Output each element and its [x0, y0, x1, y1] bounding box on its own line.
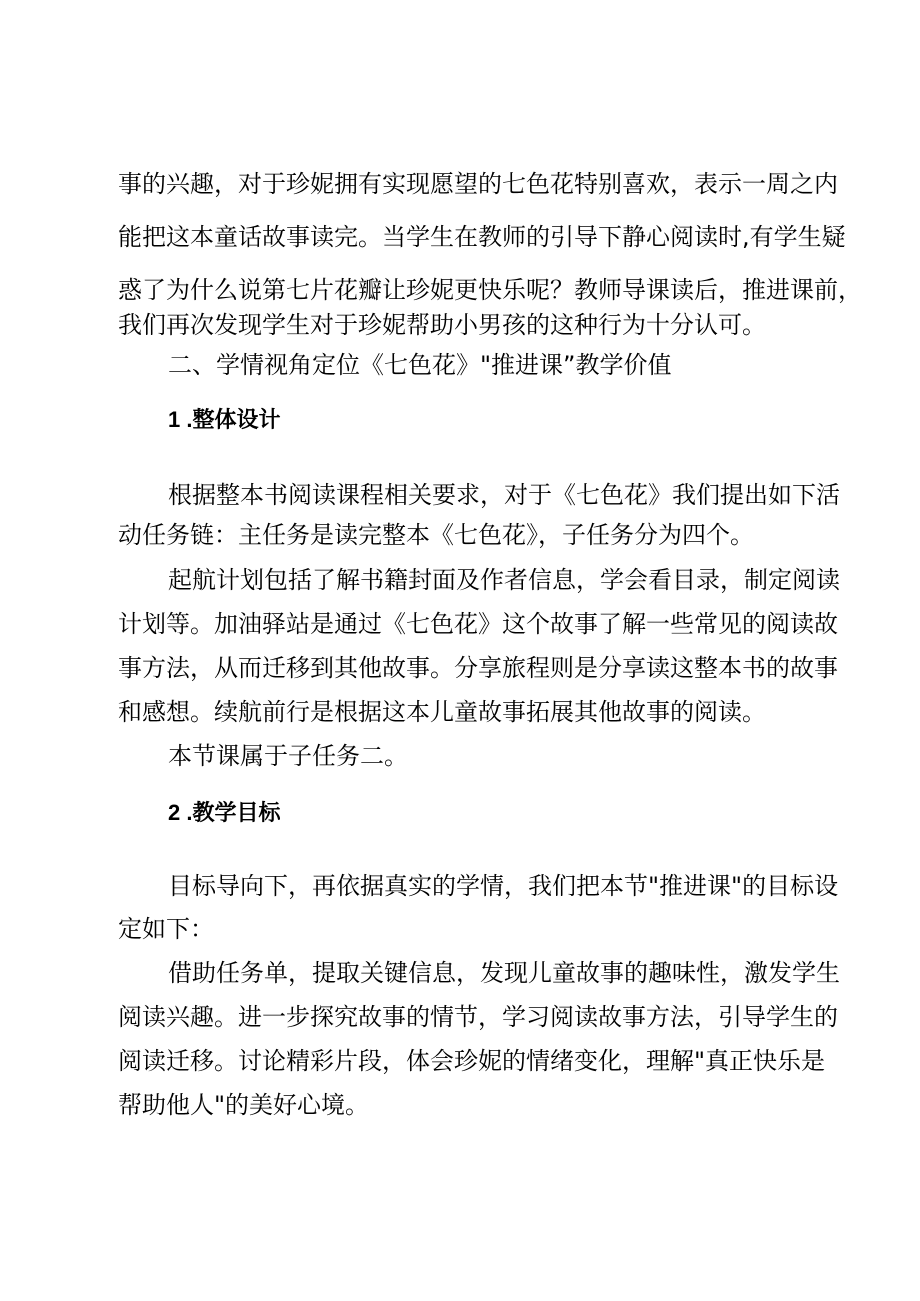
- intro-line-2: 能把这本童话故事读完。当学生在教师的引导下静心阅读时,有学生疑: [118, 223, 846, 251]
- goal-intro-line-1: 目标导向下，再依据真实的学情，我们把本节"推进课"的目标设: [168, 872, 839, 900]
- goals-line-4: 帮助他人"的美好心境。: [118, 1091, 370, 1119]
- intro-line-3: 惑了为什么说第七片花瓣让珍妮更快乐呢？教师导课读后，推进课前，: [118, 276, 862, 304]
- subtasks-line-4: 和感想。续航前行是根据这本儿童故事拓展其他故事的阅读。: [118, 698, 766, 726]
- goals-line-1: 借助任务单，提取关键信息，发现儿童故事的趣味性，激发学生: [168, 959, 840, 987]
- section-two-title: 二、学情视角定位《七色花》"推进课”教学价值: [168, 351, 672, 379]
- goal-intro-line-2: 定如下：: [118, 915, 214, 943]
- subtasks-line-1: 起航计划包括了解书籍封面及作者信息，学会看目录，制定阅读: [168, 566, 840, 594]
- goals-line-3: 阅读迁移。讨论精彩片段，体会珍妮的情绪变化，理解"真正快乐是: [118, 1047, 826, 1075]
- subtasks-line-2: 计划等。加油驿站是通过《七色花》这个故事了解一些常见的阅读故: [118, 610, 838, 638]
- subtasks-line-3: 事方法，从而迁移到其他故事。分享旅程则是分享读这整本书的故事: [118, 654, 838, 682]
- design-line-1: 根据整本书阅读课程相关要求，对于《七色花》我们提出如下活: [168, 481, 840, 509]
- design-line-2: 动任务链：主任务是读完整本《七色花》，子任务分为四个。: [118, 521, 754, 549]
- heading-teaching-goals: 2 .教学目标: [168, 800, 281, 825]
- goals-line-2: 阅读兴趣。进一步探究故事的情节，学习阅读故事方法，引导学生的: [118, 1003, 838, 1031]
- belongs-line: 本节课属于子任务二。: [168, 742, 408, 770]
- intro-line-4: 我们再次发现学生对于珍妮帮助小男孩的这种行为十分认可。: [118, 311, 766, 339]
- intro-line-1: 事的兴趣，对于珍妮拥有实现愿望的七色花特别喜欢，表示一周之内: [118, 170, 838, 198]
- heading-overall-design: 1 .整体设计: [168, 407, 281, 432]
